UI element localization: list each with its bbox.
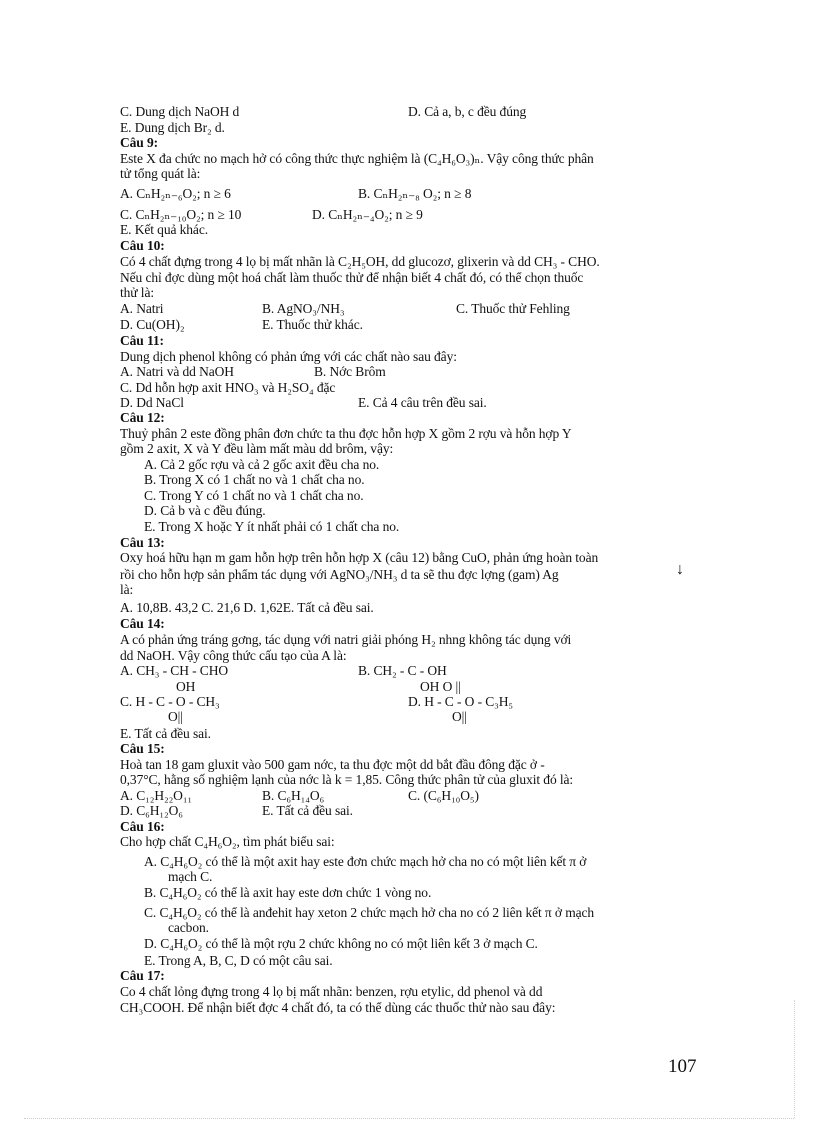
text-line: Oxy hoá hữu hạn m gam hỗn hợp trên hỗn hợp X (câu 12) bằng CuO, phản ứng hoàn toàn bbox=[120, 550, 599, 565]
text-line: CH₃COOH. Để nhận biết đợc 4 chất đó, ta có thể dùng các thuốc thử nào sau đây: bbox=[120, 1000, 556, 1015]
text-line: B. Trong X có 1 chất no và 1 chất cha no. bbox=[144, 472, 365, 487]
text-line: Có 4 chất đựng trong 4 lọ bị mất nhãn là C₂H₅OH, dd glucozơ, glixerin và dd CH₃ - CHO. bbox=[120, 254, 600, 269]
text-line: A. C₁₂H₂₂O₁₁ bbox=[120, 788, 193, 803]
text-line: B. Nớc Brôm bbox=[314, 364, 386, 379]
text-line: Cho hợp chất C₄H₆O₂, tìm phát biểu sai: bbox=[120, 834, 335, 849]
text-line: E. Cả 4 câu trên đều sai. bbox=[358, 395, 487, 410]
text-line: D. Cả b và c đều đúng. bbox=[144, 503, 266, 518]
text-line: cacbon. bbox=[168, 920, 209, 935]
text-line: E. Thuốc thử khác. bbox=[262, 317, 363, 332]
text-line: A. C₄H₆O₂ có thể là một axit hay este đơn chức mạch hở cha no có một liên kết π ở bbox=[144, 854, 587, 869]
text-line: A có phản ứng tráng gơng, tác dụng với natri giải phóng H₂ nhng không tác dụng với bbox=[120, 632, 572, 647]
text-line: C. Thuốc thử Fehling bbox=[456, 301, 570, 316]
text-line: C. CₙH₂ₙ₋₁₀O₂; n ≥ 10 bbox=[120, 207, 242, 222]
text-line: Thuỷ phân 2 este đồng phân đơn chức ta thu đợc hỗn hợp X gồm 2 rợu và hỗn hợp Y bbox=[120, 426, 572, 441]
text-line: thử là: bbox=[120, 285, 154, 300]
question-heading: Câu 9: bbox=[120, 135, 159, 150]
text-line: C. Trong Y có 1 chất no và 1 chất cha no. bbox=[144, 488, 364, 503]
text-line: A. Natri và dd NaOH bbox=[120, 364, 234, 379]
question-heading: Câu 17: bbox=[120, 968, 165, 983]
text-line: Co 4 chất lỏng đựng trong 4 lọ bị mất nhãn: benzen, rợu etylic, dd phenol và dd bbox=[120, 984, 543, 999]
page-edge-rule bbox=[24, 1118, 794, 1119]
text-line: D. H - C - O - C₃H₅ bbox=[408, 694, 514, 709]
question-heading: Câu 12: bbox=[120, 410, 165, 425]
text-line: OH bbox=[176, 679, 196, 694]
text-line: Dung dịch phenol không có phản ứng với các chất nào sau đây: bbox=[120, 349, 457, 364]
question-heading: Câu 13: bbox=[120, 535, 165, 550]
text-line: O|| bbox=[452, 709, 467, 724]
text-line: A. 10,8B. 43,2 C. 21,6 D. 1,62E. Tất cả đều sai. bbox=[120, 600, 374, 615]
text-line: D. C₄H₆O₂ có thể là một rợu 2 chức không no có một liên kết 3 ở mạch C. bbox=[144, 936, 538, 951]
text-line: Este X đa chức no mạch hở có công thức thực nghiệm là (C₄H₆O₃)ₙ. Vậy công thức phân bbox=[120, 151, 594, 166]
text-line: OH O || bbox=[420, 679, 461, 694]
text-line: E. Trong A, B, C, D có một câu sai. bbox=[144, 953, 333, 968]
text-line: D. C₆H₁₂O₆ bbox=[120, 803, 183, 818]
text-line: E. Tất cả đều sai. bbox=[120, 726, 211, 741]
text-line: D. CₙH₂ₙ₋₄O₂; n ≥ 9 bbox=[312, 207, 423, 222]
question-heading: Câu 10: bbox=[120, 238, 165, 253]
question-heading: Câu 14: bbox=[120, 616, 165, 631]
text-line: A. CₙH₂ₙ₋₆O₂; n ≥ 6 bbox=[120, 186, 231, 201]
text-line: rồi cho hỗn hợp sản phẩm tác dụng với AgNO₃/NH₃ d ta sẽ thu đợc lợng (gam) Ag bbox=[120, 567, 559, 582]
text-line: E. Dung dịch Br₂ d. bbox=[120, 120, 225, 135]
text-line: dd NaOH. Vậy công thức cấu tạo của A là: bbox=[120, 648, 347, 663]
text-line: là: bbox=[120, 582, 134, 597]
text-line: D. Cu(OH)₂ bbox=[120, 317, 185, 332]
text-line: B. C₆H₁₄O₆ bbox=[262, 788, 325, 803]
text-line: D. Dd NaCl bbox=[120, 395, 184, 410]
text-line: B. C₄H₆O₂ có thể là axit hay este dơn chức 1 vòng no. bbox=[144, 885, 432, 900]
text-line: E. Kết quả khác. bbox=[120, 222, 208, 237]
text-line: E. Trong X hoặc Y ít nhất phải có 1 chất cha no. bbox=[144, 519, 400, 534]
text-line: mạch C. bbox=[168, 869, 213, 884]
text-line: A. Cả 2 gốc rợu và cả 2 gốc axit đều cha no. bbox=[144, 457, 380, 472]
text-line: C. H - C - O - CH₃ bbox=[120, 694, 220, 709]
text-line: tử tổng quát là: bbox=[120, 166, 201, 181]
text-line: Nếu chỉ đợc dùng một hoá chất làm thuốc thử để nhận biết 4 chất đó, có thể chọn thuốc bbox=[120, 270, 584, 285]
text-line: Hoà tan 18 gam gluxit vào 500 gam nớc, ta thu đợc một dd bắt đầu đông đặc ở - bbox=[120, 757, 545, 772]
text-line: C. (C₆H₁₀O₅) bbox=[408, 788, 479, 803]
text-line: 0,37°C, hằng số nghiệm lạnh của nớc là k = 1,85. Công thức phân tử của gluxit đó là: bbox=[120, 772, 574, 787]
text-line: ↓ bbox=[676, 561, 684, 578]
page-number: 107 bbox=[668, 1056, 697, 1077]
question-heading: Câu 11: bbox=[120, 333, 164, 348]
text-line: O|| bbox=[168, 709, 183, 724]
text-line: C. Dd hỗn hợp axit HNO₃ và H₂SO₄ đặc bbox=[120, 380, 336, 395]
text-line: D. Cả a, b, c đều đúng bbox=[408, 104, 527, 119]
text-line: C. Dung dịch NaOH d bbox=[120, 104, 240, 119]
text-line: A. CH₃ - CH - CHO bbox=[120, 663, 229, 678]
page-edge-rule-vertical bbox=[794, 1000, 795, 1118]
question-heading: Câu 15: bbox=[120, 741, 165, 756]
text-line: C. C₄H₆O₂ có thể là anđehit hay xeton 2 chức mạch hở cha no có 2 liên kết π ở mạch bbox=[144, 905, 595, 920]
text-line: B. CH₂ - C - OH bbox=[358, 663, 447, 678]
question-heading: Câu 16: bbox=[120, 819, 165, 834]
text-line: A. Natri bbox=[120, 301, 164, 316]
text-line: B. CₙH₂ₙ₋₈ O₂; n ≥ 8 bbox=[358, 186, 472, 201]
text-line: B. AgNO₃/NH₃ bbox=[262, 301, 345, 316]
text-line: E. Tất cả đều sai. bbox=[262, 803, 353, 818]
text-line: gồm 2 axit, X và Y đều làm mất màu dd brôm, vậy: bbox=[120, 441, 394, 456]
